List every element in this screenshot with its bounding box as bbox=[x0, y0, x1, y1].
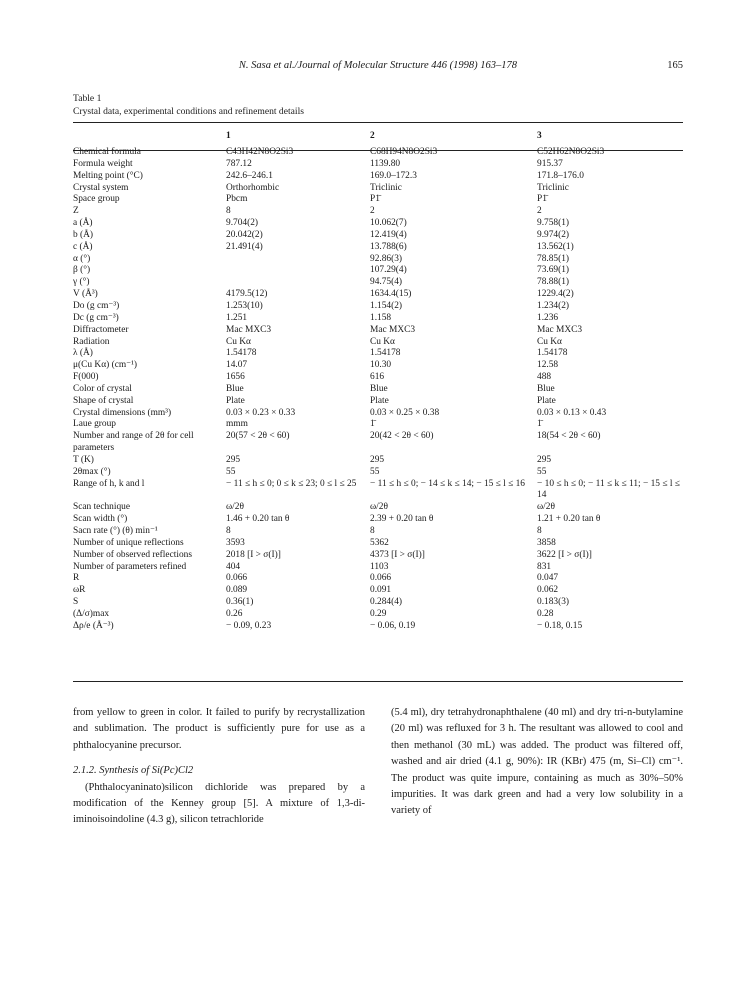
table-cell: 8 bbox=[226, 526, 231, 536]
table-row bbox=[73, 621, 683, 633]
table-cell: Plate bbox=[226, 395, 245, 406]
table-row bbox=[73, 538, 683, 550]
table-cell: 1229.4(2) bbox=[537, 289, 574, 300]
table-cell: Cu Kα bbox=[226, 336, 251, 347]
row-label: Do (g cm⁻³) bbox=[73, 300, 120, 311]
table-cell: Plate bbox=[370, 395, 389, 406]
table-cell: 1.158 bbox=[370, 312, 392, 323]
table-top-rule bbox=[73, 122, 683, 123]
row-label: S bbox=[73, 597, 79, 608]
table-row bbox=[73, 265, 683, 277]
row-label: Crystal system bbox=[73, 182, 129, 193]
table-row bbox=[73, 502, 683, 514]
table-cell bbox=[226, 277, 370, 289]
row-label: Space group bbox=[73, 194, 120, 205]
table-cell: ω/2θ bbox=[537, 502, 555, 513]
column-header: 1 bbox=[226, 131, 231, 141]
table-cell: 55 bbox=[370, 466, 380, 477]
table-row bbox=[73, 550, 683, 562]
table-row bbox=[73, 277, 683, 289]
table-cell: 2 bbox=[370, 206, 375, 217]
table-cell: 92.86(3) bbox=[370, 253, 403, 264]
table-row bbox=[73, 467, 683, 479]
row-label: Range of h, k and l bbox=[73, 478, 145, 489]
table-cell: 0.36(1) bbox=[226, 597, 254, 608]
table-cell: 55 bbox=[537, 466, 547, 477]
table-body bbox=[73, 144, 683, 633]
table-cell: Pbcm bbox=[226, 194, 248, 205]
table-cell: 616 bbox=[370, 372, 385, 383]
table-cell: Triclinic bbox=[370, 182, 402, 193]
crystal-data-table bbox=[73, 131, 683, 633]
body-column-left bbox=[73, 705, 365, 829]
table-cell: Blue bbox=[537, 383, 555, 394]
table-cell: 21.491(4) bbox=[226, 241, 263, 252]
table-cell: Mac MXC3 bbox=[537, 324, 583, 335]
table-cell: − 11 ≤ h ≤ 0; 0 ≤ k ≤ 23; 0 ≤ l ≤ 25 bbox=[226, 478, 357, 489]
table-cell: 0.26 bbox=[226, 608, 243, 619]
table-cell: 9.758(1) bbox=[537, 218, 570, 229]
table-bottom-rule bbox=[73, 681, 683, 682]
table-cell: 4373 [I > σ(I)] bbox=[370, 549, 425, 560]
table-cell: 78.88(1) bbox=[537, 277, 570, 288]
table-cell: 10.30 bbox=[370, 360, 392, 371]
row-label: β (°) bbox=[73, 265, 91, 276]
row-label: Number of unique reflections bbox=[73, 537, 184, 548]
table-cell: 13.788(6) bbox=[370, 241, 407, 252]
row-label: (Δ/σ)max bbox=[73, 608, 110, 619]
table-cell: 8 bbox=[226, 206, 231, 217]
table-cell: 1̄ bbox=[370, 419, 375, 430]
table-cell: 0.284(4) bbox=[370, 597, 403, 608]
row-label: V (Å³) bbox=[73, 289, 98, 300]
body-paragraph: (5.4 ml), dry tetrahydronaphthalene (40 ml) and dry tri-n-butylamine (20 ml) was refluxed for 3 h. The resultant was allowed to cool and then methanol (30 mL) was added. The product was filtered off, washed and air dried (4.1 g, 90%): IR (KBr) 475 (m, Si–Cl) cm⁻¹. The product was quite impure, containing as much as 30%–50% impurities. It was dark green and had a very low solubility in a variety of bbox=[391, 707, 683, 817]
table-cell: 107.29(4) bbox=[370, 265, 407, 276]
table-cell: 0.066 bbox=[226, 573, 248, 584]
row-label: Radiation bbox=[73, 336, 110, 347]
row-label: F(000) bbox=[73, 372, 99, 383]
table-cell: mmm bbox=[226, 419, 248, 430]
table-cell: 8 bbox=[537, 526, 542, 536]
table-row bbox=[73, 230, 683, 242]
table-cell: − 0.18, 0.15 bbox=[537, 620, 583, 631]
table-cell: 1.234(2) bbox=[537, 300, 570, 311]
table-row bbox=[73, 408, 683, 420]
table-row bbox=[73, 609, 683, 621]
table-cell: 404 bbox=[226, 561, 241, 572]
table-cell: 20(42 < 2θ < 60) bbox=[370, 431, 434, 442]
row-label: Formula weight bbox=[73, 158, 133, 169]
row-label: Chemical formula bbox=[73, 147, 141, 157]
section-heading: 2.1.2. Synthesis of Si(Pc)Cl2 bbox=[73, 765, 194, 777]
row-label: Shape of crystal bbox=[73, 395, 134, 406]
table-cell: 94.75(4) bbox=[370, 277, 403, 288]
row-label: Melting point (°C) bbox=[73, 170, 143, 181]
table-row bbox=[73, 396, 683, 408]
page-header bbox=[73, 60, 683, 76]
table-cell: 295 bbox=[226, 454, 241, 465]
table-row bbox=[73, 337, 683, 349]
table-cell: 0.29 bbox=[370, 608, 387, 619]
table-cell: 2.39 + 0.20 tan θ bbox=[370, 514, 434, 525]
table-cell: ω/2θ bbox=[370, 502, 388, 513]
table-cell: 1634.4(15) bbox=[370, 289, 412, 300]
row-label: Scan technique bbox=[73, 502, 131, 513]
table-cell: 787.12 bbox=[226, 158, 252, 169]
table-cell: 295 bbox=[370, 454, 385, 465]
table-row bbox=[73, 159, 683, 171]
table-cell: Blue bbox=[226, 383, 244, 394]
row-label: Scan width (°) bbox=[73, 514, 128, 525]
row-label: Number and range of 2θ for cell parameters bbox=[73, 431, 194, 454]
body-paragraph: from yellow to green in color. It failed to purify by recrystallization and sublimation. The product is sufficiently pure for use as a phthalocyanine precursor. bbox=[73, 707, 365, 751]
row-label: a (Å) bbox=[73, 218, 93, 229]
table-cell: 169.0–172.3 bbox=[370, 170, 417, 181]
table-row bbox=[73, 562, 683, 574]
table-cell: 915.37 bbox=[537, 158, 563, 169]
table-row bbox=[73, 242, 683, 254]
table-cell: − 0.09, 0.23 bbox=[226, 620, 272, 631]
table-row bbox=[73, 573, 683, 585]
table-row bbox=[73, 360, 683, 372]
table-row bbox=[73, 289, 683, 301]
table-cell: Cu Kα bbox=[537, 336, 562, 347]
table-cell: 9.704(2) bbox=[226, 218, 259, 229]
table-cell: 1.54178 bbox=[226, 348, 257, 359]
table-cell: 3593 bbox=[226, 537, 245, 548]
table-cell: Triclinic bbox=[537, 182, 569, 193]
table-row bbox=[73, 171, 683, 183]
table-cell: Cu Kα bbox=[370, 336, 395, 347]
table-cell: 171.8–176.0 bbox=[537, 170, 584, 181]
row-label: Sacn rate (°) (θ) min⁻¹ bbox=[73, 526, 158, 536]
table-row bbox=[73, 514, 683, 526]
row-label: Crystal dimensions (mm³) bbox=[73, 407, 172, 418]
table-cell: 13.562(1) bbox=[537, 241, 574, 252]
row-label: Color of crystal bbox=[73, 383, 132, 394]
row-label: Dc (g cm⁻³) bbox=[73, 312, 119, 323]
table-cell: 488 bbox=[537, 372, 552, 383]
table-row bbox=[73, 597, 683, 609]
table-cell: 2 bbox=[537, 206, 542, 217]
table-cell: 0.091 bbox=[370, 585, 392, 596]
table-cell: ω/2θ bbox=[226, 502, 244, 513]
table-row bbox=[73, 384, 683, 396]
table-cell: 1̄ bbox=[537, 419, 542, 430]
table-caption bbox=[73, 92, 304, 118]
table-row bbox=[73, 585, 683, 597]
table-row bbox=[73, 348, 683, 360]
row-label: Diffractometer bbox=[73, 324, 129, 335]
table-row bbox=[73, 479, 683, 503]
table-header-row bbox=[73, 131, 683, 144]
table-cell: 20.042(2) bbox=[226, 229, 263, 240]
row-label: 2θmax (°) bbox=[73, 466, 111, 477]
row-label: γ (°) bbox=[73, 277, 90, 288]
table-cell: 14.07 bbox=[226, 360, 248, 371]
table-cell: 3622 [I > σ(I)] bbox=[537, 549, 592, 560]
table-row bbox=[73, 194, 683, 206]
table-cell: 1.46 + 0.20 tan θ bbox=[226, 514, 290, 525]
row-label: ωR bbox=[73, 585, 86, 596]
row-label: Δρ/e (Å⁻³) bbox=[73, 620, 114, 631]
table-row bbox=[73, 419, 683, 431]
row-label: λ (Å) bbox=[73, 348, 93, 359]
row-label: Number of parameters refined bbox=[73, 561, 187, 572]
table-cell: 1.154(2) bbox=[370, 300, 403, 311]
table-cell: 55 bbox=[226, 466, 236, 477]
row-label: R bbox=[73, 573, 80, 584]
body-column-right bbox=[391, 705, 683, 820]
table-cell: 1103 bbox=[370, 561, 389, 572]
table-cell: 3858 bbox=[537, 537, 556, 548]
table-cell: C43H42N8O2Si3 bbox=[226, 147, 294, 157]
table-row bbox=[73, 431, 683, 455]
table-row bbox=[73, 218, 683, 230]
table-cell: 12.419(4) bbox=[370, 229, 407, 240]
table-cell: − 0.06, 0.19 bbox=[370, 620, 416, 631]
table-row bbox=[73, 301, 683, 313]
table-cell: 0.03 × 0.13 × 0.43 bbox=[537, 407, 607, 418]
table-cell: 0.062 bbox=[537, 585, 559, 596]
column-header: 3 bbox=[537, 131, 542, 141]
table-cell: 0.03 × 0.23 × 0.33 bbox=[226, 407, 296, 418]
table-cell: 4179.5(12) bbox=[226, 289, 268, 300]
running-title: N. Sasa et al./Journal of Molecular Structure 446 (1998) 163–178 bbox=[238, 60, 518, 71]
row-label: Number of observed reflections bbox=[73, 549, 192, 560]
table-row bbox=[73, 455, 683, 467]
table-cell: 0.066 bbox=[370, 573, 392, 584]
table-row bbox=[73, 254, 683, 266]
table-row bbox=[73, 313, 683, 325]
table-row bbox=[73, 144, 683, 159]
table-row bbox=[73, 206, 683, 218]
table-cell: 20(57 < 2θ < 60) bbox=[226, 431, 290, 442]
table-cell: Mac MXC3 bbox=[226, 324, 272, 335]
table-row bbox=[73, 325, 683, 337]
table-cell: 0.047 bbox=[537, 573, 559, 584]
row-label: α (°) bbox=[73, 253, 91, 264]
table-cell: 5362 bbox=[370, 537, 389, 548]
table-cell: 12.58 bbox=[537, 360, 559, 371]
row-label: Z bbox=[73, 206, 79, 217]
table-cell: Orthorhombic bbox=[226, 182, 280, 193]
row-label: T (K) bbox=[73, 454, 94, 465]
table-cell: 2018 [I > σ(I)] bbox=[226, 549, 281, 560]
table-cell: 18(54 < 2θ < 60) bbox=[537, 431, 601, 442]
table-row bbox=[73, 372, 683, 384]
column-header: 2 bbox=[370, 131, 375, 141]
table-cell: 1.54178 bbox=[370, 348, 401, 359]
table-cell: 1139.80 bbox=[370, 158, 401, 169]
table-cell: 9.974(2) bbox=[537, 229, 570, 240]
table-cell bbox=[226, 254, 370, 266]
table-cell: 295 bbox=[537, 454, 552, 465]
table-cell: 831 bbox=[537, 561, 552, 572]
table-cell: 8 bbox=[370, 526, 375, 536]
column-header bbox=[73, 131, 226, 144]
table-cell: P1̄ bbox=[537, 194, 547, 205]
table-cell: − 10 ≤ h ≤ 0; − 11 ≤ k ≤ 11; − 15 ≤ l ≤ 14 bbox=[537, 478, 680, 501]
body-paragraph: (Phthalocyaninato)silicon dichloride was prepared by a modification of the Kenney group [5]. A mixture of 1,3-di-iminoisoindoline (4.3 g), silicon tetrachloride bbox=[73, 781, 365, 826]
table-cell: Plate bbox=[537, 395, 556, 406]
table-row bbox=[73, 526, 683, 538]
row-label: b (Å) bbox=[73, 229, 94, 240]
table-cell: 0.03 × 0.25 × 0.38 bbox=[370, 407, 440, 418]
table-cell: 73.69(1) bbox=[537, 265, 570, 276]
table-cell: 78.85(1) bbox=[537, 253, 570, 264]
table-cell: 1.253(10) bbox=[226, 300, 263, 311]
table-cell: 1656 bbox=[226, 372, 245, 383]
row-label: μ(Cu Kα) (cm⁻¹) bbox=[73, 360, 138, 371]
table-cell: C52H62N8O2Si3 bbox=[537, 147, 605, 157]
table-cell: 1.21 + 0.20 tan θ bbox=[537, 514, 601, 525]
table-cell bbox=[226, 265, 370, 277]
table-cell: 242.6–246.1 bbox=[226, 170, 273, 181]
table-cell: Mac MXC3 bbox=[370, 324, 416, 335]
table-cell: P1̄ bbox=[370, 194, 380, 205]
table-label: Table 1 bbox=[73, 93, 102, 104]
table-row bbox=[73, 183, 683, 195]
row-label: c (Å) bbox=[73, 241, 93, 252]
table-cell: − 11 ≤ h ≤ 0; − 14 ≤ k ≤ 14; − 15 ≤ l ≤ 16 bbox=[370, 478, 525, 489]
row-label: Laue group bbox=[73, 419, 116, 430]
table-cell: C68H94N8O2Si3 bbox=[370, 147, 438, 157]
page-number: 165 bbox=[667, 60, 683, 71]
table-cell: Blue bbox=[370, 383, 388, 394]
table-cell: 1.236 bbox=[537, 312, 559, 323]
table-cell: 1.54178 bbox=[537, 348, 568, 359]
table-cell: 0.089 bbox=[226, 585, 248, 596]
table-cell: 0.183(3) bbox=[537, 597, 570, 608]
table-cell: 1.251 bbox=[226, 312, 248, 323]
table-cell: 10.062(7) bbox=[370, 218, 407, 229]
table-title: Crystal data, experimental conditions and refinement details bbox=[73, 106, 304, 117]
table-cell: 0.28 bbox=[537, 608, 554, 619]
